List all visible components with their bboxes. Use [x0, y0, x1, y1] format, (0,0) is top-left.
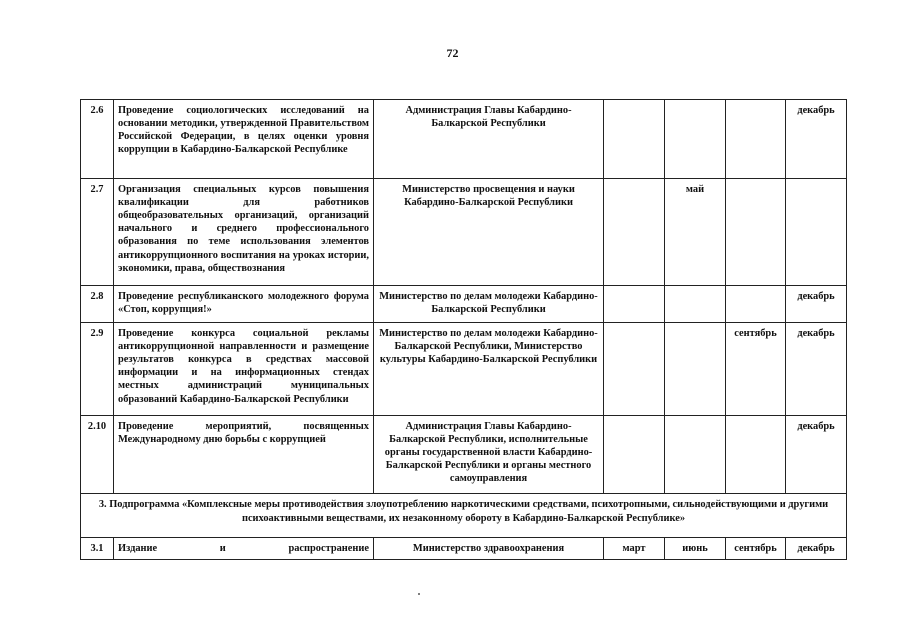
row-executor: Министерство по делам молодежи Кабардино-Балкарской Республики — [374, 286, 604, 323]
row-quarter-4: декабрь — [786, 286, 847, 323]
row-activity — [114, 538, 374, 560]
row-quarter-3 — [726, 179, 786, 286]
row-executor: Министерство здравоохранения — [374, 538, 604, 560]
row-quarter-4: декабрь — [786, 323, 847, 416]
row-quarter-2 — [665, 286, 726, 323]
action-plan-table — [80, 99, 847, 560]
row-quarter-1: март — [604, 538, 665, 560]
row-quarter-1 — [604, 179, 665, 286]
table-row — [81, 416, 847, 494]
row-quarter-4: декабрь — [786, 416, 847, 494]
section-title: 3. Подпрограмма «Комплексные меры противодействия злоупотреблению наркотическими средствами, психотропными, сильнодействующими и другими психоактивными веществами, их незаконному обороту в Кабардино-Балкарской Республике» — [81, 494, 847, 538]
table-row — [81, 538, 847, 560]
row-activity-text: Издание и распространение — [118, 543, 369, 554]
row-quarter-4: декабрь — [786, 100, 847, 179]
table-row — [81, 179, 847, 286]
row-number: 2.9 — [81, 323, 114, 416]
row-quarter-2: май — [665, 179, 726, 286]
scan-speck — [418, 593, 420, 595]
row-quarter-2 — [665, 416, 726, 494]
row-number: 2.6 — [81, 100, 114, 179]
row-number: 2.8 — [81, 286, 114, 323]
row-quarter-1 — [604, 100, 665, 179]
row-quarter-4 — [786, 179, 847, 286]
row-quarter-2 — [665, 323, 726, 416]
row-activity: Проведение конкурса социальной рекламы антикоррупционной направленности и размещение результатов конкурса в средствах массовой информации и на информационных стендах местных администраций муниципальных образований Кабардино-Балкарской Республики — [114, 323, 374, 416]
row-quarter-3 — [726, 100, 786, 179]
row-quarter-1 — [604, 286, 665, 323]
row-quarter-3: сентябрь — [726, 538, 786, 560]
row-activity: Проведение мероприятий, посвященных Международному дню борьбы с коррупцией — [114, 416, 374, 494]
row-executor: Министерство по делам молодежи Кабардино-Балкарской Республики, Министерство культуры Кабардино-Балкарской Республики — [374, 323, 604, 416]
row-activity: Организация специальных курсов повышения квалификации для работников общеобразовательных организаций, организаций начального и среднего профессионального образования по теме использования элементов антикоррупционного воспитания на уроках истории, экономики, права, обществознания — [114, 179, 374, 286]
row-activity: Проведение республиканского молодежного форума «Стоп, коррупция!» — [114, 286, 374, 323]
row-quarter-2 — [665, 100, 726, 179]
row-executor: Администрация Главы Кабардино-Балкарской Республики, исполнительные органы государственной власти Кабардино-Балкарской Республики и органы местного самоуправления — [374, 416, 604, 494]
row-activity: Проведение социологических исследований на основании методики, утвержденной Правительством Российской Федерации, в целях оценки уровня коррупции в Кабардино-Балкарской Республике — [114, 100, 374, 179]
row-quarter-4: декабрь — [786, 538, 847, 560]
row-quarter-2: июнь — [665, 538, 726, 560]
row-executor: Министерство просвещения и науки Кабардино-Балкарской Республики — [374, 179, 604, 286]
table-row — [81, 323, 847, 416]
row-number: 3.1 — [81, 538, 114, 560]
row-number: 2.10 — [81, 416, 114, 494]
row-number: 2.7 — [81, 179, 114, 286]
page-number: 72 — [446, 46, 459, 60]
row-quarter-3: сентябрь — [726, 323, 786, 416]
table-row — [81, 100, 847, 179]
row-quarter-1 — [604, 323, 665, 416]
row-quarter-3 — [726, 416, 786, 494]
table-row — [81, 286, 847, 323]
row-executor: Администрация Главы Кабардино-Балкарской Республики — [374, 100, 604, 179]
row-quarter-1 — [604, 416, 665, 494]
section-header-row — [81, 494, 847, 538]
row-quarter-3 — [726, 286, 786, 323]
